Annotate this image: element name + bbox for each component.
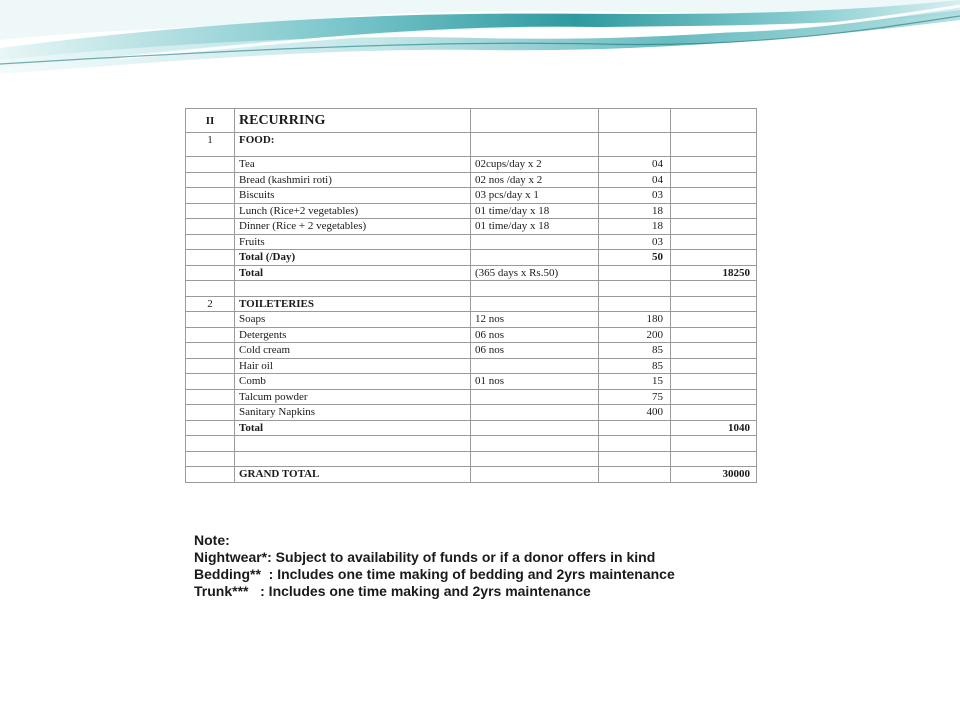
header-wave-banner <box>0 0 960 90</box>
food-total-label: Total <box>235 265 471 281</box>
notes-block <box>194 532 675 600</box>
table-row <box>186 188 757 204</box>
toiletries-heading: TOILETERIES <box>235 296 471 312</box>
total-per-day-value: 50 <box>599 250 671 266</box>
item-label: Soaps <box>235 312 471 328</box>
toiletries-number: 2 <box>186 296 235 312</box>
item-label: Dinner (Rice + 2 vegetables) <box>235 219 471 235</box>
toiletries-total-row <box>186 420 757 436</box>
item-qty: 03 pcs/day x 1 <box>471 188 599 204</box>
spacer-row <box>186 436 757 452</box>
item-label: Tea <box>235 157 471 173</box>
food-total-calc: (365 days x Rs.50) <box>471 265 599 281</box>
item-label: Sanitary Napkins <box>235 405 471 421</box>
table-row <box>186 219 757 235</box>
item-unit-cost: 85 <box>599 358 671 374</box>
toiletries-total-label: Total <box>235 420 471 436</box>
item-label: Bread (kashmiri roti) <box>235 172 471 188</box>
table-row <box>186 374 757 390</box>
item-unit-cost: 85 <box>599 343 671 359</box>
item-qty: 12 nos <box>471 312 599 328</box>
item-label: Comb <box>235 374 471 390</box>
food-heading: FOOD: <box>235 133 471 157</box>
table-row <box>186 203 757 219</box>
item-qty: 06 nos <box>471 327 599 343</box>
grand-total-row <box>186 467 757 483</box>
spacer-row <box>186 451 757 467</box>
item-qty: 02 nos /day x 2 <box>471 172 599 188</box>
item-qty <box>471 405 599 421</box>
item-qty: 01 time/day x 18 <box>471 219 599 235</box>
table-row <box>186 157 757 173</box>
item-qty <box>471 358 599 374</box>
food-total-row <box>186 265 757 281</box>
food-number: 1 <box>186 133 235 157</box>
item-qty <box>471 389 599 405</box>
grand-total-amount: 30000 <box>671 467 757 483</box>
recurring-budget-table <box>185 108 757 483</box>
item-label: Talcum powder <box>235 389 471 405</box>
item-qty: 01 nos <box>471 374 599 390</box>
grand-total-label: GRAND TOTAL <box>235 467 471 483</box>
item-unit-cost: 75 <box>599 389 671 405</box>
note-line: Nightwear*: Subject to availability of funds or if a donor offers in kind <box>194 549 656 565</box>
section-number: II <box>186 109 235 133</box>
item-unit-cost: 04 <box>599 157 671 173</box>
item-qty: 02cups/day x 2 <box>471 157 599 173</box>
section-title: RECURRING <box>235 109 471 133</box>
notes-title: Note: <box>194 532 230 548</box>
item-unit-cost: 18 <box>599 219 671 235</box>
spacer-row <box>186 281 757 297</box>
item-unit-cost: 15 <box>599 374 671 390</box>
table-row <box>186 343 757 359</box>
item-unit-cost: 18 <box>599 203 671 219</box>
food-total-amount: 18250 <box>671 265 757 281</box>
toiletries-heading-row <box>186 296 757 312</box>
note-line: Trunk*** : Includes one time making and 2yrs maintenance <box>194 583 591 599</box>
note-line: Bedding** : Includes one time making of bedding and 2yrs maintenance <box>194 566 675 582</box>
total-per-day-label: Total (/Day) <box>235 250 471 266</box>
item-qty: 06 nos <box>471 343 599 359</box>
section-header-row <box>186 109 757 133</box>
item-label: Hair oil <box>235 358 471 374</box>
food-total-per-day-row <box>186 250 757 266</box>
item-unit-cost: 180 <box>599 312 671 328</box>
item-label: Detergents <box>235 327 471 343</box>
item-label: Cold cream <box>235 343 471 359</box>
item-unit-cost: 400 <box>599 405 671 421</box>
item-unit-cost: 03 <box>599 234 671 250</box>
item-unit-cost: 03 <box>599 188 671 204</box>
toiletries-total-amount: 1040 <box>671 420 757 436</box>
item-label: Fruits <box>235 234 471 250</box>
table-row <box>186 327 757 343</box>
food-heading-row <box>186 133 757 157</box>
table-row <box>186 389 757 405</box>
item-qty: 01 time/day x 18 <box>471 203 599 219</box>
table-row <box>186 358 757 374</box>
table-row <box>186 312 757 328</box>
table-row <box>186 234 757 250</box>
item-label: Biscuits <box>235 188 471 204</box>
table-row <box>186 405 757 421</box>
item-unit-cost: 200 <box>599 327 671 343</box>
item-unit-cost: 04 <box>599 172 671 188</box>
item-label: Lunch (Rice+2 vegetables) <box>235 203 471 219</box>
item-qty <box>471 234 599 250</box>
table-row <box>186 172 757 188</box>
